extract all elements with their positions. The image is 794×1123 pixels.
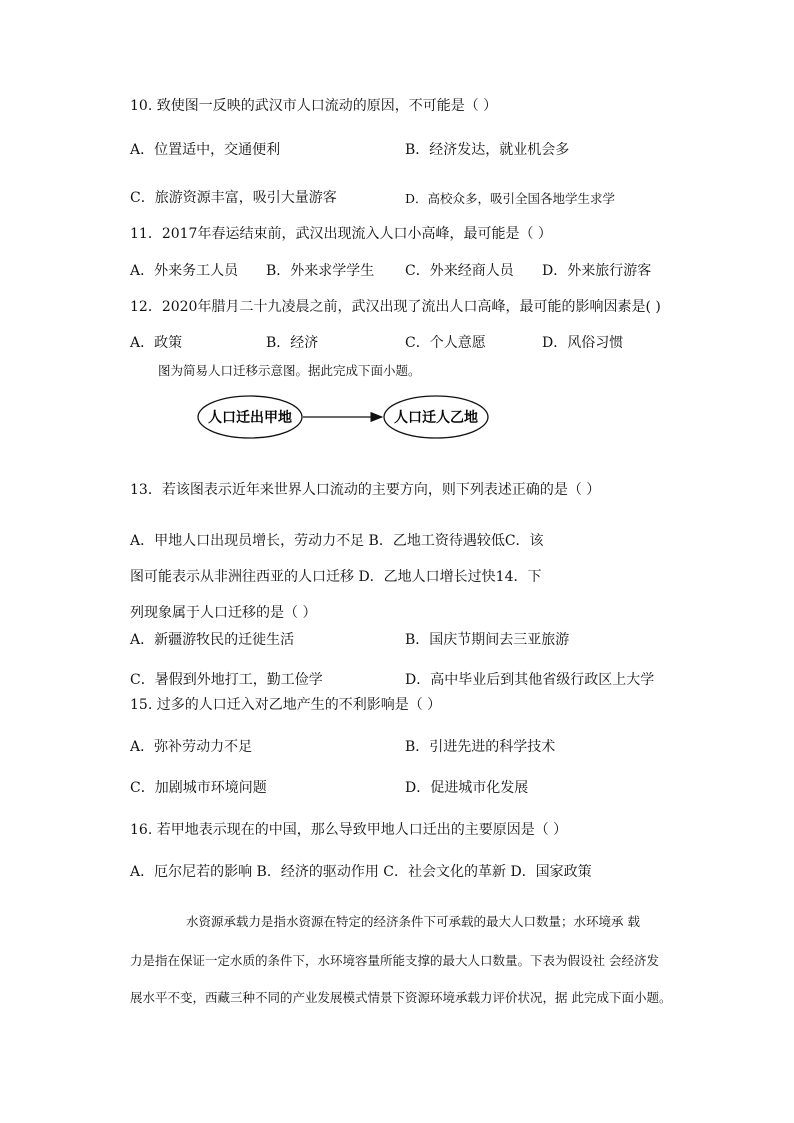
q11-option-a: A．外来务工人员 <box>130 263 239 279</box>
q15-option-d: D．促进城市化发展 <box>405 780 529 796</box>
passage-line-1: 水资源承载力是指水资源在特定的经济条件下可承载的最大人口数量；水环境承 载 <box>186 914 640 929</box>
q11-stem: 11．2017年春运结束前，武汉出现流入人口小高峰，最可能是（ ） <box>130 226 552 242</box>
q13-line-2: 图可能表示从非洲往西亚的人口迁移 D．乙地人口增长过快14．下 <box>130 569 542 585</box>
q12-stem: 12．2020年腊月二十九凌晨之前，武汉出现了流出人口高峰，最可能的影响因素是( ) <box>130 299 661 315</box>
passage-line-2: 力是指在保证一定水质的条件下，水环境容量所能支撑的最大人口数量。下表为假设社 会经济发 <box>130 953 659 968</box>
q13-line-1: A．甲地人口出现员增长，劳动力不足 B．乙地工资待遇较低C．该 <box>130 533 544 549</box>
q16-stem: 16. 若甲地表示现在的中国，那么导致甲地人口迁出的主要原因是（ ） <box>130 822 568 838</box>
q12-option-a: A．政策 <box>130 335 183 351</box>
q14-option-b: B．国庆节期间去三亚旅游 <box>405 632 570 648</box>
q13-stem: 13．若该图表示近年来世界人口流动的主要方向，则下列表述正确的是（ ） <box>130 482 601 498</box>
q12-option-b: B．经济 <box>266 335 319 351</box>
q14-option-d: D．高中毕业后到其他省级行政区上大学 <box>405 672 655 688</box>
q15-stem: 15. 过多的人口迁入对乙地产生的不利影响是（ ） <box>130 697 442 713</box>
migration-diagram <box>196 394 496 440</box>
q13-line-3: 列现象属于人口迁移的是（ ） <box>130 605 317 621</box>
q10-option-d: D．高校众多，吸引全国各地学生求学 <box>405 191 616 206</box>
passage-line-3: 展水平不变，西藏三种不同的产业发展模式情景下资源环境承载力评价状况，据 此完成下面小题。 <box>130 990 672 1005</box>
q14-option-c: C．暑假到外地打工，勤工俭学 <box>130 672 323 688</box>
q10-option-b: B．经济发达，就业机会多 <box>405 142 570 158</box>
origin-label: 人口迁出甲地 <box>208 410 292 426</box>
q14-option-a: A．新疆游牧民的迁徙生活 <box>130 632 295 648</box>
q15-option-a: A．弥补劳动力不足 <box>130 739 253 755</box>
q16-options: A．厄尔尼若的影响 B．经济的驱动作用 C．社会文化的革新 D．国家政策 <box>130 864 592 880</box>
q12-option-c: C．个人意愿 <box>405 335 486 351</box>
q11-option-d: D．外来旅行游客 <box>542 263 652 279</box>
q15-option-c: C．加剧城市环境问题 <box>130 780 267 796</box>
q12-option-d: D．风俗习惯 <box>542 335 624 351</box>
q10-option-c: C．旅游资源丰富，吸引大量游客 <box>130 190 337 206</box>
q11-option-c: C．外来经商人员 <box>405 263 514 279</box>
destination-label: 人口迁人乙地 <box>394 410 478 426</box>
q10-stem: 10. 致使图一反映的武汉市人口流动的原因，不可能是（ ） <box>130 98 498 114</box>
q11-option-b: B．外来求学学生 <box>266 263 375 279</box>
q10-option-a: A．位置适中，交通便利 <box>130 142 281 158</box>
diagram-intro: 图为简易人口迁移示意图。据此完成下面小题。 <box>158 363 421 378</box>
q15-option-b: B．引进先进的科学技术 <box>405 739 556 755</box>
